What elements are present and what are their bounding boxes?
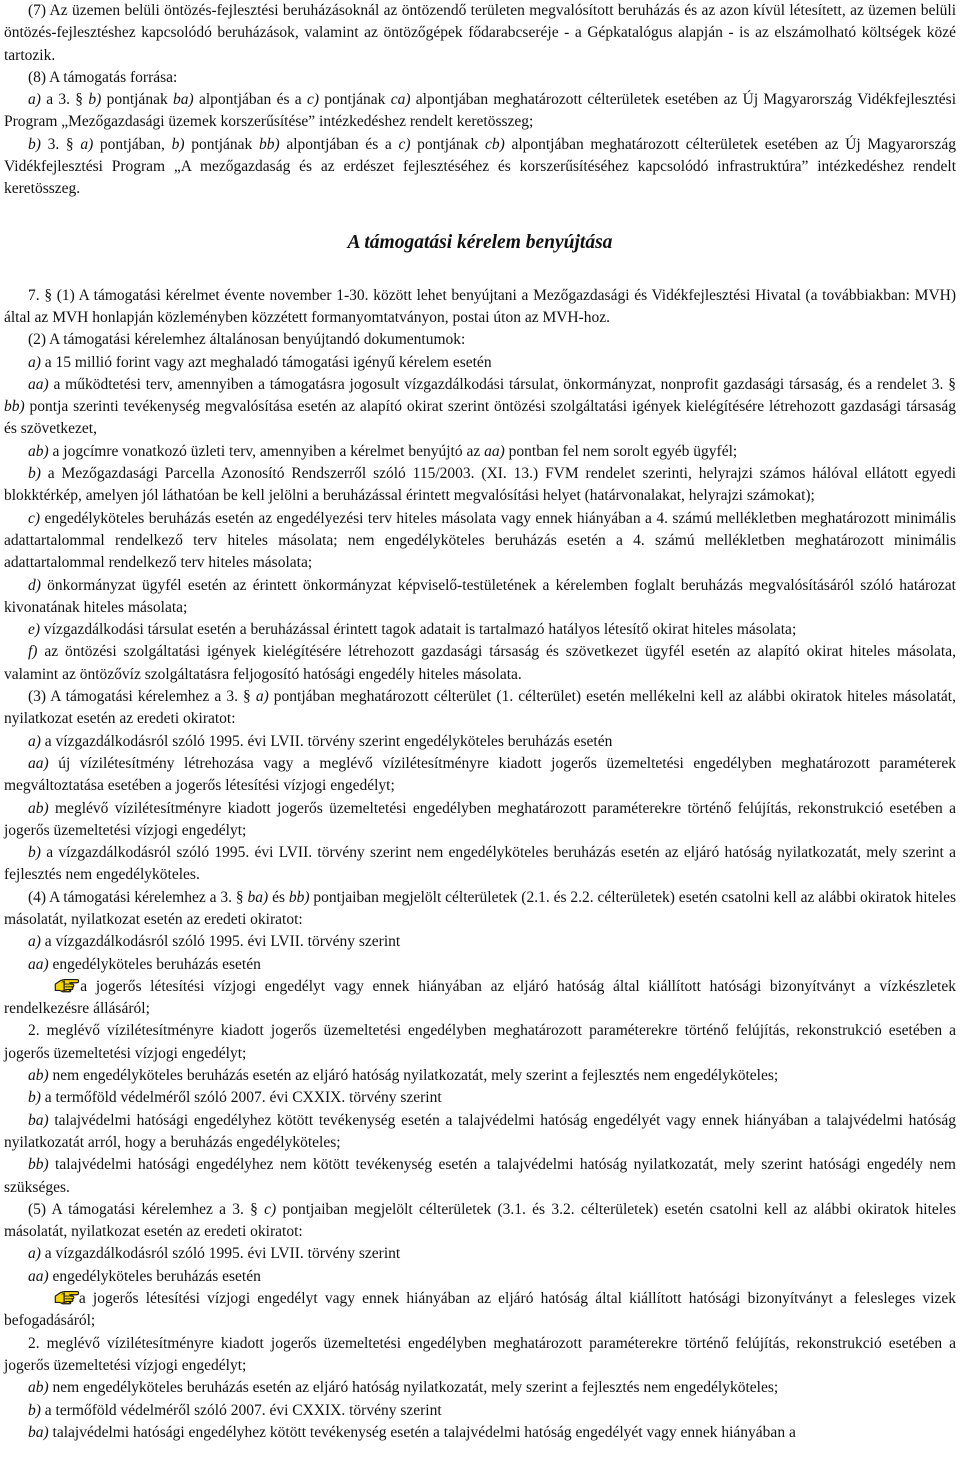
item-marker: a) <box>28 353 41 371</box>
text-run: meglévő vízilétesítményre kiadott jogerős üzemeltetési engedélyben meghatározott paraméterekre történő felújítás, rekonstrukció esetében a jogerős üzemeltetési vízjogi engedélyt; <box>4 799 956 839</box>
text-run: (2) A támogatási kérelemhez általánosan benyújtandó dokumentumok: <box>28 331 466 349</box>
text-run: talajvédelmi hatósági engedélyhez kötött tevékenység esetén a talajvédelmi hatóság engedélyét vagy ennek hiányában a talajvédelmi hatóság nyilatkozatát arról, hogy a beruházás engedélyköteles; <box>4 1111 956 1151</box>
item-marker: c) <box>264 1200 277 1218</box>
text-run: a 3. § <box>40 91 89 109</box>
paragraph <box>4 686 956 731</box>
item-marker: a) <box>255 688 269 706</box>
paragraph <box>4 641 956 686</box>
text-run: 3. § <box>40 135 81 153</box>
paragraph <box>4 842 956 887</box>
item-marker: c) <box>398 135 411 153</box>
item-marker: b) <box>28 135 41 153</box>
text-run: a termőföld védelméről szóló 2007. évi CXXIX. törvény szerint <box>40 1089 442 1107</box>
item-marker: aa) <box>484 442 505 460</box>
item-marker: e) <box>28 621 41 639</box>
text-run: az öntözési szolgáltatási igények kielégítésére létrehozott gazdasági társaság és szövetkezet ügyfél esetén az alapító okirat hiteles másolata, valamint az öntözővíz szolgáltatásra feljogosító hatósági engedély hiteles másolata. <box>4 643 956 683</box>
paragraph <box>4 1087 956 1109</box>
paragraph <box>4 1266 956 1288</box>
text-run: a vízgazdálkodásról szóló 1995. évi LVII. törvény szerint nem engedélyköteles beruházás esetén az eljáró hatóság nyilatkozatát, mely szerint a fejlesztés nem engedélyköteles. <box>4 844 956 884</box>
text-run: a 15 millió forint vagy azt meghaladó támogatási igényű kérelem esetén <box>40 353 492 371</box>
item-marker: b) <box>28 844 41 862</box>
paragraph <box>4 731 956 753</box>
paragraph <box>4 1377 956 1399</box>
paragraph <box>4 134 956 201</box>
text-run: (8) A támogatás forrása: <box>28 68 178 86</box>
paragraph <box>4 463 956 508</box>
text-run: vízgazdálkodási társulat esetén a beruházással érintett tagok adatait is tartalmazó hatályos létesítő okirat hiteles másolata; <box>40 621 797 639</box>
text-run: talajvédelmi hatósági engedélyhez nem kötött tevékenység esetén a talajvédelmi hatóság nyilatkozatát, mely szerint hatósági engedély nem szükséges. <box>4 1156 956 1196</box>
item-marker: b) <box>171 135 185 153</box>
text-run: pontjában meghatározott célterület (1. célterület) esetén mellékelni kell az alábbi okiratok hiteles másolatát, nyilatkozat esetén az eredeti okiratot: <box>4 688 956 728</box>
item-marker: c) <box>28 509 41 527</box>
text-run: a Mezőgazdasági Parcella Azonosító Rendszerről szóló 115/2003. (XI. 13.) FVM rendelet szerinti, helyrajzi számos hálóval ellátott egyedi blokktérkép, amelyen jól láthatóan be kell jelölni a beruházással érintett megvalósítási helyet (határvonalakat, helyrajzi számokat); <box>4 465 956 505</box>
text-run: a vízgazdálkodásról szóló 1995. évi LVII. törvény szerint <box>40 933 401 951</box>
text-run: engedélyköteles beruházás esetén <box>48 955 261 973</box>
text-run: nem engedélyköteles beruházás esetén az eljáró hatóság nyilatkozatát, mely szerint a fejlesztés nem engedélyköteles; <box>48 1379 779 1397</box>
paragraph <box>4 1065 956 1087</box>
pointing-hand-icon <box>28 976 58 994</box>
text-run: a vízgazdálkodásról szóló 1995. évi LVII. törvény szerint engedélyköteles beruházás esetén <box>40 732 613 750</box>
paragraph <box>4 753 956 798</box>
text-run: 1. a jogerős létesítési vízjogi engedélyt vagy ennek hiányában az eljáró hatóság által kiállított hatósági bizonyítványt a felesleges vizek befogadásáról; <box>4 1290 956 1330</box>
text-run: pontjának <box>410 135 485 153</box>
item-marker: bb) <box>258 135 280 153</box>
item-marker: aa) <box>28 375 49 393</box>
text-run: pontjában, <box>93 135 172 153</box>
text-run: alpontjában meghatározott célterületek esetében az Új Magyarország Vidékfejlesztési Program „Mezőgazdasági üzemek korszerűsítése” intézkedéshez rendelt keretösszeg; <box>4 91 957 131</box>
item-marker: a) <box>28 1245 41 1263</box>
item-marker: ab) <box>28 799 49 817</box>
item-marker: b) <box>28 1401 41 1419</box>
paragraph <box>4 1422 956 1444</box>
item-marker: b) <box>88 91 102 109</box>
paragraph <box>4 67 956 89</box>
paragraph <box>4 1243 956 1265</box>
pointing-hand-icon <box>28 1288 58 1306</box>
item-marker: ab) <box>28 1379 49 1397</box>
paragraph <box>4 931 956 953</box>
item-marker: aa) <box>28 754 49 772</box>
text-run: a működtetési terv, amennyiben a támogatásra jogosult vízgazdálkodási társulat, önkormányzat, nonprofit gazdasági társaság, és a rendelet 3. § <box>48 375 956 393</box>
paragraph <box>4 329 956 351</box>
paragraph <box>4 89 956 134</box>
text-run: a termőföld védelméről szóló 2007. évi CXXIX. törvény szerint <box>40 1401 442 1419</box>
text-run: engedélyköteles beruházás esetén az engedélyezési terv hiteles másolata vagy ennek hiányában a 4. számú mellékletben meghatározott minimális adattartalommal rendelkező terv hiteles másolata; nem engedélyköteles beruházás esetén a 4. számú mellékletben meghatározott minimális adattartalommal rendelkező terv hiteles másolata; <box>4 509 956 572</box>
text-run: a vízgazdálkodásról szóló 1995. évi LVII. törvény szerint <box>40 1245 401 1263</box>
text-run: pontjaiban megjelölt célterületek (3.1. és 3.2. célterületek) esetén csatolni kell az alábbi okiratok hiteles másolatát, nyilatkozat esetén az eredeti okiratot: <box>4 1200 956 1241</box>
paragraph <box>4 352 956 374</box>
section-heading: A támogatási kérelem benyújtása <box>347 231 613 253</box>
paragraph <box>4 1288 956 1333</box>
text-run: (5) A támogatási kérelemhez a 3. § <box>28 1200 265 1218</box>
text-run: a jogcímre vonatkozó üzleti terv, amennyiben a kérelmet benyújtó az <box>48 442 485 460</box>
text-run: (3) A támogatási kérelemhez a 3. § <box>28 688 256 706</box>
text-run: 1. a jogerős létesítési vízjogi engedélyt vagy ennek hiányában az eljáró hatóság által kiállított hatósági bizonyítványt a vízkészletek rendelkezésre állásáról; <box>4 977 956 1018</box>
text-run: talajvédelmi hatósági engedélyhez kötött tevékenység esetén a talajvédelmi hatóság engedélyét vagy ennek hiányában a <box>48 1423 796 1441</box>
text-run: 2. meglévő vízilétesítményre kiadott jogerős üzemeltetési engedélyben meghatározott paraméterekre történő felújítás, rekonstrukció esetében a jogerős üzemeltetési vízjogi engedélyt; <box>4 1022 956 1062</box>
paragraph <box>4 1154 956 1199</box>
paragraph <box>4 575 956 620</box>
paragraph <box>4 887 956 932</box>
item-marker: ba) <box>247 888 269 906</box>
item-marker: bb) <box>28 1156 49 1174</box>
text-run: pontjának <box>101 91 173 109</box>
text-run: engedélyköteles beruházás esetén <box>48 1267 261 1285</box>
item-marker: bb) <box>288 888 310 906</box>
item-marker: ba) <box>28 1111 49 1129</box>
item-marker: ba) <box>173 91 194 109</box>
item-marker: aa) <box>28 1267 49 1285</box>
item-marker: bb) <box>4 398 25 416</box>
text-run: pontjaiban megjelölt célterületek (2.1. és 2.2. célterületek) esetén csatolni kell az alábbi okiratok hiteles másolatát, nyilatkozat esetén az eredeti okiratot: <box>4 888 956 928</box>
text-run: pontjának <box>184 135 259 153</box>
text-run: 7. § (1) A támogatási kérelmet évente november 1-30. között lehet benyújtani a Mezőgazdasági és Vidékfejlesztési Hivatal (a továbbiakban: MVH) által az MVH honlapján közleményben közzétett formanyomtatványon, postai úton az MVH-hoz. <box>4 286 956 326</box>
paragraph <box>4 1020 956 1065</box>
item-marker: a) <box>28 732 41 750</box>
item-marker: aa) <box>28 955 49 973</box>
item-marker: ca) <box>390 91 411 109</box>
text-run: (4) A támogatási kérelemhez a 3. § <box>28 888 248 906</box>
item-marker: c) <box>306 91 319 109</box>
paragraph <box>4 441 956 463</box>
paragraph <box>4 954 956 976</box>
paragraph <box>4 1110 956 1155</box>
item-marker: f) <box>28 643 38 661</box>
item-marker: cb) <box>484 135 505 153</box>
paragraph <box>4 1333 956 1378</box>
item-marker: a) <box>80 135 94 153</box>
item-marker: a) <box>28 91 41 109</box>
item-marker: ab) <box>28 442 49 460</box>
text-run: pontjának <box>319 91 391 109</box>
text-run: (7) Az üzemen belüli öntözés-fejlesztési beruházásoknál az öntözendő területen megvalósított beruházás és az azon kívül létesített, az üzemen belüli öntözés-fejlesztéshez kapcsolódó beruházások, valamint az öntözőgépek fődarabcseréje - a Gépkatalógus alapján - is az elszámolható költségek közé tartozik. <box>4 2 956 64</box>
text-run: pontban fel nem sorolt egyéb ügyfél; <box>504 442 738 460</box>
text-run: pontja szerinti tevékenység megvalósítása esetén az alapító okirat szerint öntözési szolgáltatási igények kielégítésére létrehozott gazdasági társaság és szövetkezet, <box>4 398 956 438</box>
item-marker: b) <box>28 465 41 483</box>
text-run: alpontjában és a <box>193 91 307 109</box>
item-marker: ab) <box>28 1067 49 1085</box>
text-run: önkormányzat ügyfél esetén az érintett önkormányzat képviselő-testületének a kérelemben foglalt beruházás megvalósításáról szóló határozat kivonatának hiteles másolata; <box>4 576 956 616</box>
paragraph <box>4 1199 956 1244</box>
item-marker: b) <box>28 1089 41 1107</box>
paragraph <box>4 374 956 441</box>
text-run: nem engedélyköteles beruházás esetén az eljáró hatóság nyilatkozatát, mely szerint a fejlesztés nem engedélyköteles; <box>48 1067 779 1085</box>
text-run: alpontjában meghatározott célterületek esetében az Új Magyarország Vidékfejlesztési Program „A mezőgazdaság és az erdészet fejlesztéséhez és korszerűsítéséhez kapcsolódó infrastruktúra” intézkedéshez rendelt keretösszeg. <box>4 135 956 198</box>
text-run: 2. meglévő vízilétesítményre kiadott jogerős üzemeltetési engedélyben meghatározott paraméterekre történő felújítás, rekonstrukció esetében a jogerős üzemeltetési vízjogi engedélyt; <box>4 1334 956 1374</box>
item-marker: d) <box>28 576 41 594</box>
paragraph <box>4 0 956 67</box>
paragraph <box>4 1400 956 1422</box>
item-marker: a) <box>28 933 41 951</box>
paragraph <box>4 798 956 843</box>
text-run: alpontjában és a <box>279 135 399 153</box>
text-run: új vízilétesítmény létrehozása vagy a meglévő vízilétesítményre kiadott jogerős üzemeltetési engedélyben meghatározott paraméterek megváltoztatása esetében a jogerős létesítési vízjogi engedélyt; <box>4 754 956 795</box>
paragraph <box>4 285 956 330</box>
paragraph <box>4 976 956 1021</box>
paragraph <box>4 508 956 575</box>
paragraph <box>4 619 956 641</box>
text-run: és <box>268 888 289 906</box>
item-marker: ba) <box>28 1423 49 1441</box>
